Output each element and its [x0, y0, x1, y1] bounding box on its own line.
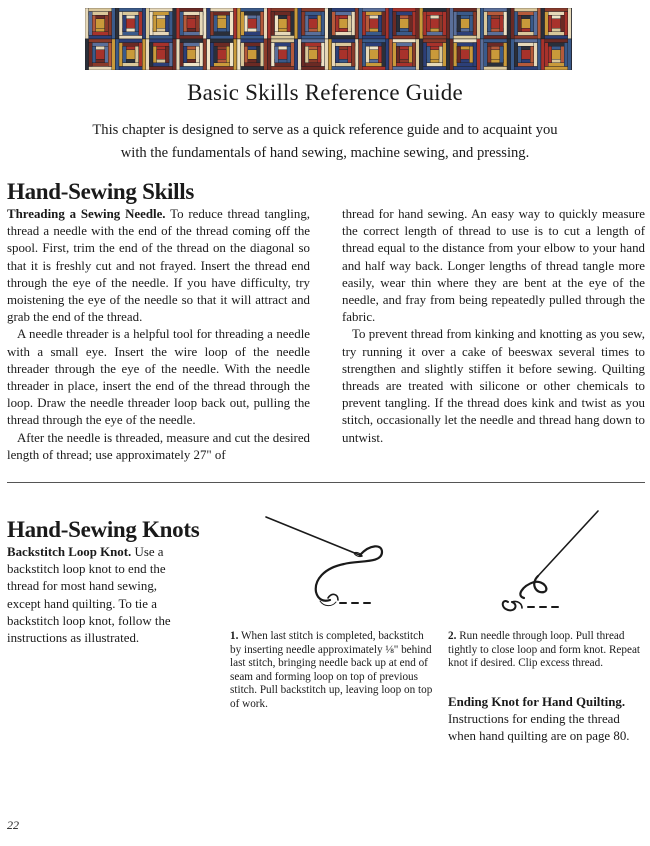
needle-loop-illustration-1	[258, 512, 408, 612]
quilt-banner-image	[85, 8, 572, 70]
threading-text: To reduce thread tangling, thread a needle with the end of the thread coming off the spool. First, trim the end of the thread on the diagonal so that it is freshly cut and not frayed. Insert the thread end through the eye of the needle. If you have difficulty, try moistening the eye of the needle so that it will attract and grab the end of the thread.	[7, 207, 310, 325]
measure-thread-paragraph: After the needle is threaded, measure and cut the desired length of thread; use approximately 27" of	[7, 430, 310, 462]
backstitch-lead: Backstitch Loop Knot.	[7, 545, 132, 559]
section-divider	[7, 482, 645, 483]
ending-knot-paragraph	[448, 694, 648, 746]
backstitch-text: Use a backstitch loop knot to end the thread for most hand sewing, except hand quilting. To tie a backstitch loop knot, follow the instructions as illustrated.	[7, 545, 171, 646]
skills-right-column	[342, 206, 645, 447]
page-number: 22	[7, 818, 19, 832]
chapter-intro	[0, 119, 650, 165]
needle-threader-paragraph: A needle threader is a helpful tool for threading a needle with a small eye. Insert the wire loop of the needle threader through the eye of the needle. With the needle threader in place, insert the end of the thread through the loop. Draw the needle threader loop back out, pulling the thread through the eye of the needle.	[7, 327, 310, 428]
step-1-caption	[230, 630, 435, 712]
beeswax-paragraph: To prevent thread from kinking and knotting as you sew, try running it over a cake of beeswax several times to strengthen and slightly stiffen it before sewing. Quilting threads are treated with silicone or other chemicals to prevent tangling. If the thread does kink and twist as you stitch, occasionally let the needle and thread hang down to untwist.	[342, 327, 645, 445]
ending-knot-text: Instructions for ending the thread when hand quilting are on page 80.	[448, 712, 630, 744]
step-2-caption	[448, 630, 645, 671]
step-1-number: 1.	[230, 630, 239, 642]
thread-length-paragraph: thread for hand sewing. An easy way to quickly measure the correct length of thread to use is to cut a length of thread equal to the distance from your elbow to your hand and half way back. Longer lengths of thread tangle more easily, wear thin where they are bent at the eye of the needle, and fray from being repeatedly pulled through the fabric.	[342, 207, 645, 325]
needle-loop-illustration-2	[478, 506, 628, 621]
step-2-text: Run needle through loop. Pull thread tightly to close loop and form knot. Repeat knot if desired. Clip excess thread.	[448, 630, 641, 670]
intro-line-2: with the fundamentals of hand sewing, machine sewing, and pressing.	[120, 145, 530, 161]
section-heading-hand-sewing-skills: Hand-Sewing Skills	[7, 179, 194, 204]
section-heading-hand-sewing-knots: Hand-Sewing Knots	[7, 517, 200, 542]
skills-left-column	[7, 206, 310, 464]
threading-lead: Threading a Sewing Needle.	[7, 207, 166, 221]
step-2-number: 2.	[448, 630, 457, 642]
threading-paragraph	[7, 206, 310, 326]
intro-line-1: This chapter is designed to serve as a quick reference guide and to acquaint you	[92, 122, 558, 138]
backstitch-loop-knot-paragraph	[7, 544, 190, 647]
step-1-text: When last stitch is completed, backstitch by inserting needle approximately ⅛" behind last stitch, bringing needle back up at end of seam and forming loop on top of previous stitch. Pull backstitch up, leaving loop on top of work.	[230, 630, 433, 710]
page-title: Basic Skills Reference Guide	[187, 80, 463, 105]
ending-knot-lead: Ending Knot for Hand Quilting.	[448, 695, 626, 709]
